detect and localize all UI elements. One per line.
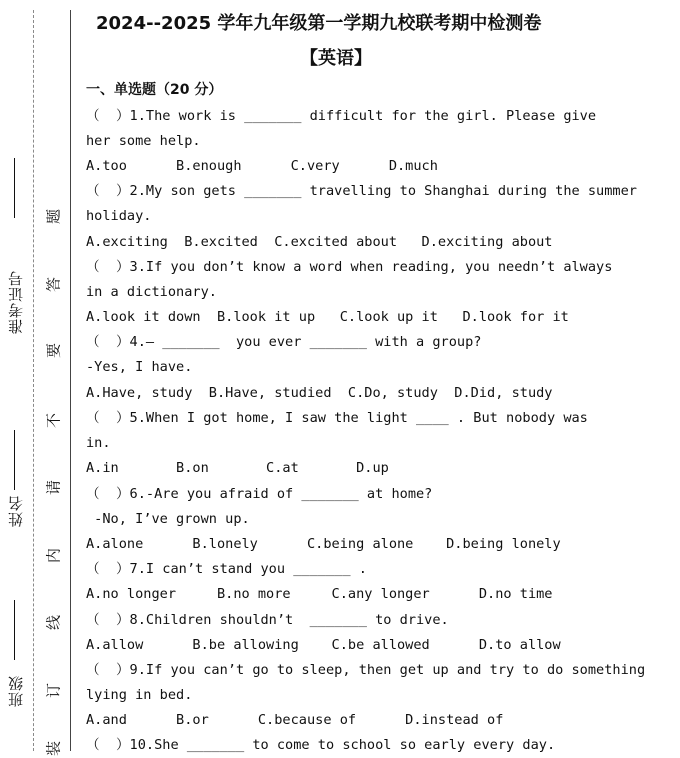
class-underline: [14, 600, 15, 660]
question-line: holiday.: [86, 208, 152, 224]
question-line: （ ）8.Children shouldn’t _______ to drive.: [86, 612, 449, 628]
question-line: （ ）1.The work is _______ difficult for the girl. Please give: [86, 108, 597, 124]
warning-char: 线: [44, 615, 63, 631]
warning-char: 装: [44, 741, 63, 757]
question-line: in a dictionary.: [86, 284, 217, 300]
warning-char: 请: [44, 480, 63, 496]
question-line: （ ）4.– _______ you ever _______ with a group?: [86, 334, 482, 350]
warning-char: 订: [44, 683, 63, 699]
answer-options: A.no longer B.no more C.any longer D.no time: [86, 586, 553, 602]
warning-char: 要: [44, 343, 63, 359]
warning-char: 答: [44, 277, 63, 293]
answer-options: A.and B.or C.because of D.instead of: [86, 712, 504, 728]
name-underline: [14, 430, 15, 490]
answer-options: A.exciting B.excited C.excited about D.exciting about: [86, 234, 553, 250]
question-line: （ ）2.My son gets _______ travelling to Shanghai during the summer: [86, 183, 637, 199]
question-line: -Yes, I have.: [86, 359, 193, 375]
question-line: （ ）6.-Are you afraid of _______ at home?: [86, 486, 433, 502]
question-line: （ ）10.She _______ to come to school so early every day.: [86, 737, 556, 753]
name-label: 姓名: [7, 495, 25, 527]
answer-options: A.alone B.lonely C.being alone D.being lonely: [86, 536, 561, 552]
question-line: （ ）7.I can’t stand you _______ .: [86, 561, 367, 577]
answer-options: A.too B.enough C.very D.much: [86, 158, 438, 174]
question-line: in.: [86, 435, 111, 451]
warning-char: 内: [44, 548, 63, 564]
answer-options: A.Have, study B.Have, studied C.Do, study D.Did, study: [86, 385, 553, 401]
question-line: （ ）9.If you can’t go to sleep, then get up and try to do something: [86, 662, 646, 678]
exam-title: 2024--2025 学年九年级第一学期九校联考期中检测卷: [96, 13, 542, 34]
binding-border-line: [70, 10, 71, 751]
answer-options: A.look it down B.look it up C.look up it D.look for it: [86, 309, 569, 325]
exam-id-underline: [14, 158, 15, 218]
class-label: 班级: [7, 675, 25, 707]
warning-char: 题: [44, 209, 63, 225]
binding-fold-line: [33, 10, 34, 751]
exam-id-label: 准考证号: [7, 270, 25, 334]
warning-char: 不: [44, 413, 63, 429]
question-line: （ ）5.When I got home, I saw the light ____ . But nobody was: [86, 410, 588, 426]
binding-margin: [0, 0, 80, 757]
section-heading: 一、单选题（20 分）: [86, 82, 223, 98]
question-line: her some help.: [86, 133, 201, 149]
answer-options: A.allow B.be allowing C.be allowed D.to allow: [86, 637, 561, 653]
answer-options: A.in B.on C.at D.up: [86, 460, 389, 476]
question-line: （ ）3.If you don’t know a word when reading, you needn’t always: [86, 259, 613, 275]
question-line: lying in bed.: [86, 687, 193, 703]
question-line: -No, I’ve grown up.: [86, 511, 250, 527]
exam-subject: 【英语】: [300, 48, 372, 69]
